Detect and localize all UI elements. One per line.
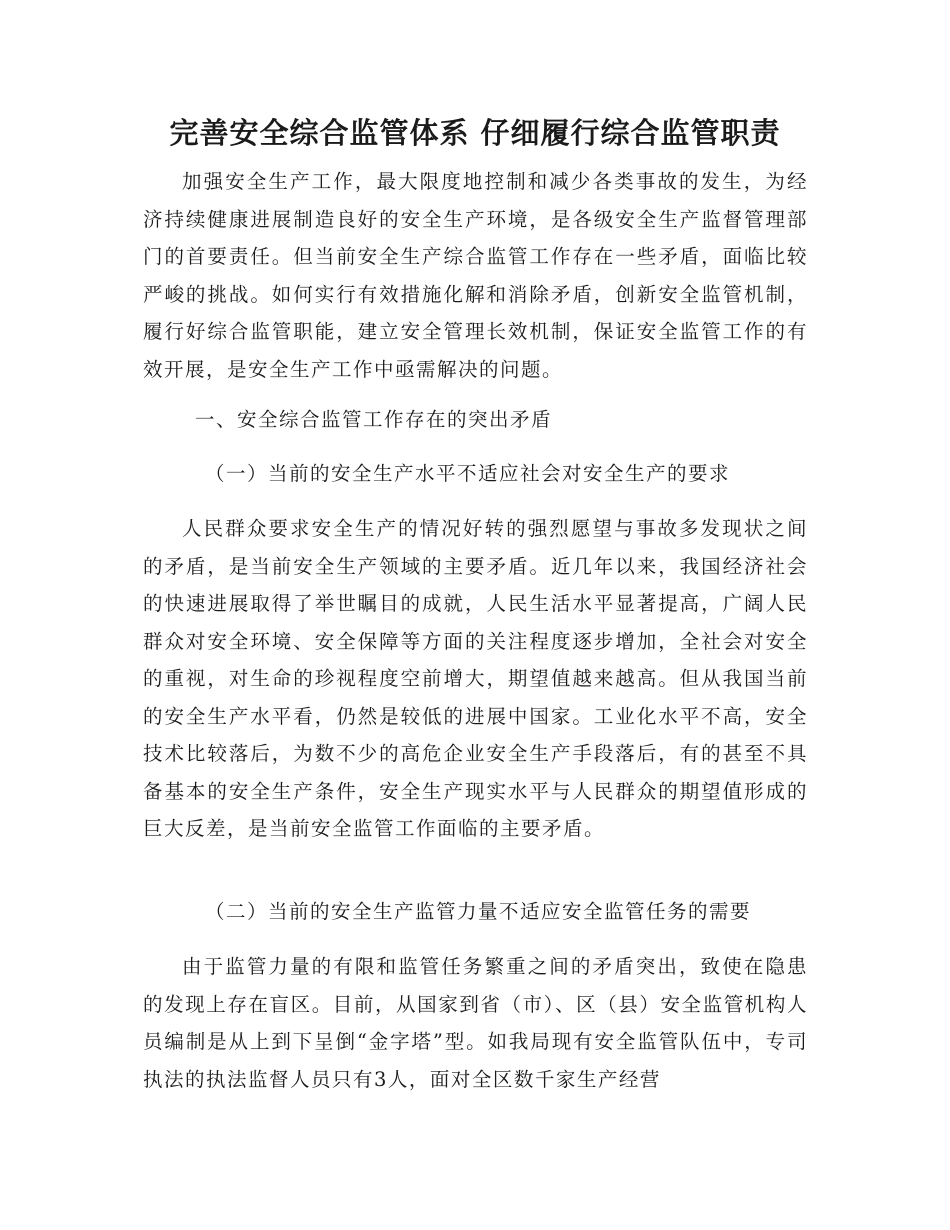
subsection-1-paragraph: 人民群众要求安全生产的情况好转的强烈愿望与事故多发现状之间的矛盾，是当前安全生产领域的主要矛盾。近几年以来，我国经济社会的快速进展取得了举世瞩目的成就，人民生活水平显著提高，广阔人民群众对安全环境、安全保障等方面的关注程度逐步增加，全社会对安全的重视，对生命的珍视程度空前增大，期望值越来越高。但从我国当前的安全生产水平看，仍然是较低的进展中国家。工业化水平不高，安全技术比较落后，为数不少的高危企业安全生产手段落后，有的甚至不具备基本的安全生产条件，安全生产现实水平与人民群众的期望值形成的巨大反差，是当前安全监管工作面临的主要矛盾。	[143, 517, 808, 840]
document-title: 完善安全综合监管体系 仔细履行综合监管职责	[169, 116, 781, 150]
intro-paragraph: 加强安全生产工作，最大限度地控制和减少各类事故的发生，为经济持续健康进展制造良好的安全生产环境，是各级安全生产监督管理部门的首要责任。但当前安全生产综合监管工作存在一些矛盾，面临比较严峻的挑战。如何实行有效措施化解和消除矛盾，创新安全监管机制，履行好综合监管职能，建立安全管理长效机制，保证安全监管工作的有效开展，是安全生产工作中亟需解决的问题。	[143, 170, 808, 381]
subsection-heading-2: （二）当前的安全生产监管力量不适应安全监管任务的需要	[205, 900, 752, 923]
section-heading-1: 一、安全综合监管工作存在的突出矛盾	[195, 408, 553, 431]
subsection-2-paragraph: 由于监管力量的有限和监管任务繁重之间的矛盾突出，致使在隐患的发现上存在盲区。目前，从国家到省（市）、区（县）安全监管机构人员编制是从上到下呈倒“金字塔”型。如我局现有安全监管队伍中，专司执法的执法监督人员只有3人，面对全区数千家生产经营	[143, 955, 808, 1091]
subsection-heading-1: （一）当前的安全生产水平不适应社会对安全生产的要求	[205, 462, 731, 485]
